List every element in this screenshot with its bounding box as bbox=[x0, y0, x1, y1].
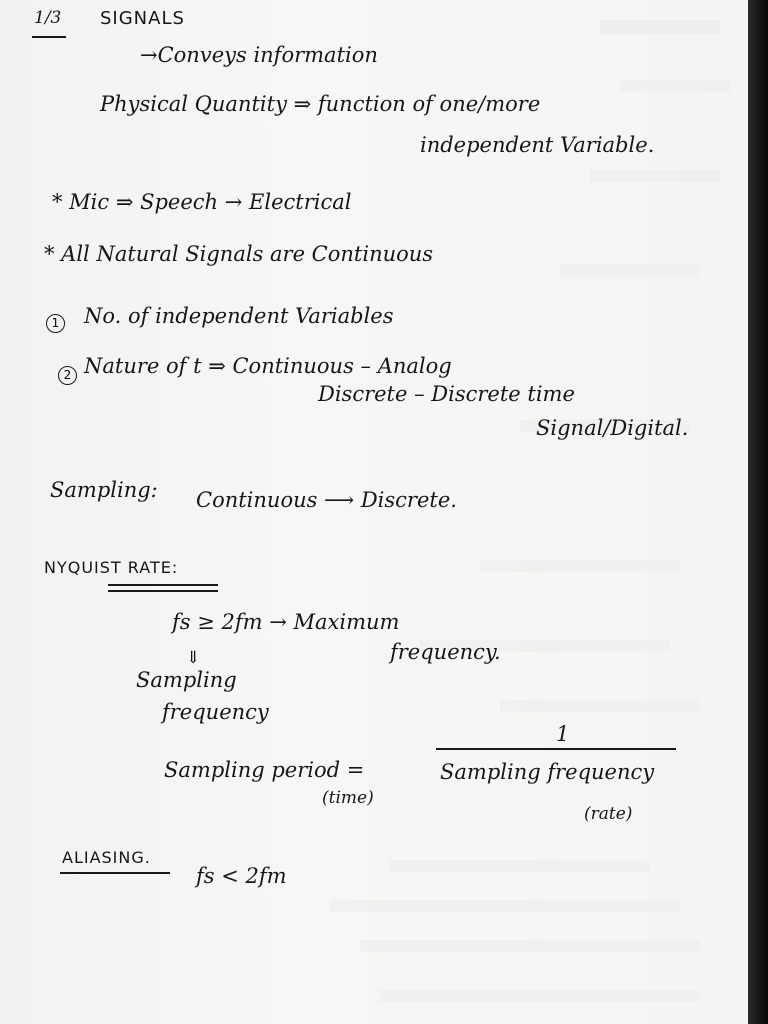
nyquist-underline-1 bbox=[108, 584, 218, 586]
aliasing-formula: fs < 2fm bbox=[196, 864, 287, 888]
line-physical-quantity: Physical Quantity ⇒ function of one/more bbox=[100, 92, 541, 116]
page-number: 1/3 bbox=[34, 8, 62, 28]
heading-signals: SIGNALS bbox=[100, 8, 185, 29]
item-2-text-c: Signal/Digital. bbox=[536, 416, 689, 440]
aliasing-underline bbox=[60, 872, 170, 874]
fraction-denominator: Sampling frequency bbox=[440, 760, 655, 784]
nyquist-rate-label: NYQUIST RATE: bbox=[44, 558, 179, 577]
page-edge-shadow bbox=[748, 0, 768, 1024]
fraction-rate: (rate) bbox=[584, 804, 633, 824]
nyquist-underline-2 bbox=[108, 590, 218, 592]
bullet-mic: * Mic ⇒ Speech → Electrical bbox=[52, 190, 352, 214]
sampling-label: Sampling: bbox=[50, 478, 158, 502]
sampling-period-lhs: Sampling period = bbox=[164, 758, 365, 782]
item-1-text: No. of independent Variables bbox=[84, 304, 394, 328]
aliasing-label: ALIASING. bbox=[62, 848, 151, 867]
page-number-underline bbox=[32, 36, 66, 38]
nyquist-frequency: frequency. bbox=[390, 640, 501, 664]
item-2-text-a: Nature of t ⇒ Continuous – Analog bbox=[84, 354, 452, 378]
sampling-frequency-label-a: Sampling bbox=[136, 668, 237, 692]
fraction-numerator: 1 bbox=[556, 722, 570, 746]
fraction-bar bbox=[436, 748, 676, 750]
item-2-text-b: Discrete – Discrete time bbox=[318, 382, 575, 406]
item-1-number: 1 bbox=[46, 314, 65, 333]
sampling-period-time: (time) bbox=[322, 788, 374, 808]
down-arrow-icon: ⇓ bbox=[186, 648, 201, 668]
bullet-natural-signals: * All Natural Signals are Continuous bbox=[44, 242, 434, 266]
sampling-frequency-label-b: frequency bbox=[162, 700, 269, 724]
line-independent-variable: independent Variable. bbox=[420, 133, 655, 157]
sampling-definition: Continuous ⟶ Discrete. bbox=[196, 488, 457, 512]
line-conveys: →Conveys information bbox=[140, 43, 378, 67]
item-2-number: 2 bbox=[58, 366, 77, 385]
nyquist-formula: fs ≥ 2fm → Maximum bbox=[172, 610, 400, 634]
